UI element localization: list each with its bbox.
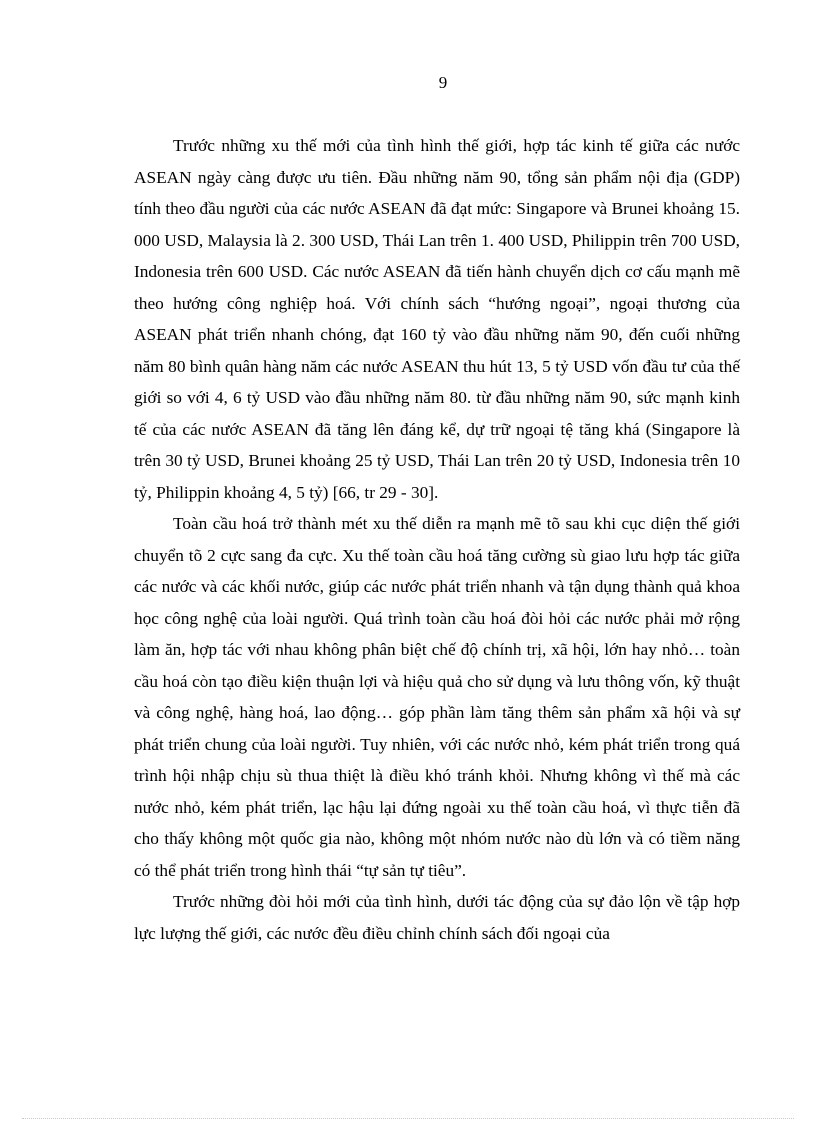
paragraph-foreign-policy: Trước những đòi hỏi mới của tình hình, dưới tác động của sự đảo lộn về tập hợp lực lượng thế giới, các nước đều điều chỉnh chính sách đối ngoại của	[134, 892, 740, 943]
body-text	[134, 130, 740, 949]
page-number: 9	[438, 73, 448, 92]
page-bottom-divider	[22, 1118, 794, 1119]
paragraph-globalization: Toàn cầu hoá trở thành mét xu thế diễn ra mạnh mẽ tõ sau khi cục diện thế giới chuyển tõ 2 cực sang đa cực. Xu thế toàn cầu hoá tăng cường sù giao lưu hợp tác giữa các nước và các khối nước, giúp các nước phát triển nhanh và tận dụng thành quả khoa học công nghệ của loài người. Quá trình toàn cầu hoá đòi hỏi các nước phải mở rộng làm ăn, hợp tác với nhau không phân biệt chế độ chính trị, xã hội, lớn hay nhỏ… toàn cầu hoá còn tạo điều kiện thuận lợi và hiệu quả cho sử dụng và lưu thông vốn, kỹ thuật và công nghệ, hàng hoá, lao động… góp phần làm tăng thêm sản phẩm xã hội và sự phát triển chung của loài người. Tuy nhiên, với các nước nhỏ, kém phát triển trong quá trình hội nhập chịu sù thua thiệt là điều khó tránh khỏi. Nhưng không vì thế mà các nước nhỏ, kém phát triển, lạc hậu lại đứng ngoài xu thế toàn cầu hoá, vì thực tiễn đã cho thấy không một quốc gia nào, không một nhóm nước nào dù lớn và có tiềm năng có thể phát triển trong hình thái “tự sản tự tiêu”.	[134, 514, 740, 880]
paragraph-asean-economy: Trước những xu thế mới của tình hình thế giới, hợp tác kinh tế giữa các nước ASEAN ngày càng được ưu tiên. Đầu những năm 90, tổng sản phẩm nội địa (GDP) tính theo đầu người của các nước ASEAN đã đạt mức: Singapore và Brunei khoảng 15. 000 USD, Malaysia là 2. 300 USD, Thái Lan trên 1. 400 USD, Philippin trên 700 USD, Indonesia trên 600 USD. Các nước ASEAN đã tiến hành chuyển dịch cơ cấu mạnh mẽ theo hướng công nghiệp hoá. Với chính sách “hướng ngoại”, ngoại thương của ASEAN phát triển nhanh chóng, đạt 160 tỷ vào đầu những năm 90, đến cuối những năm 80 bình quân hàng năm các nước ASEAN thu hút 13, 5 tỷ USD vốn đầu tư của thế giới so với 4, 6 tỷ USD vào đầu những năm 80. từ đầu những năm 90, sức mạnh kinh tế của các nước ASEAN đã tăng lên đáng kể, dự trữ ngoại tệ tăng khá (Singapore là trên 30 tỷ USD, Brunei khoảng 25 tỷ USD, Thái Lan trên 20 tỷ USD, Indonesia trên 10 tỷ, Philippin khoảng 4, 5 tỷ) [66, tr 29 - 30].	[134, 136, 740, 502]
